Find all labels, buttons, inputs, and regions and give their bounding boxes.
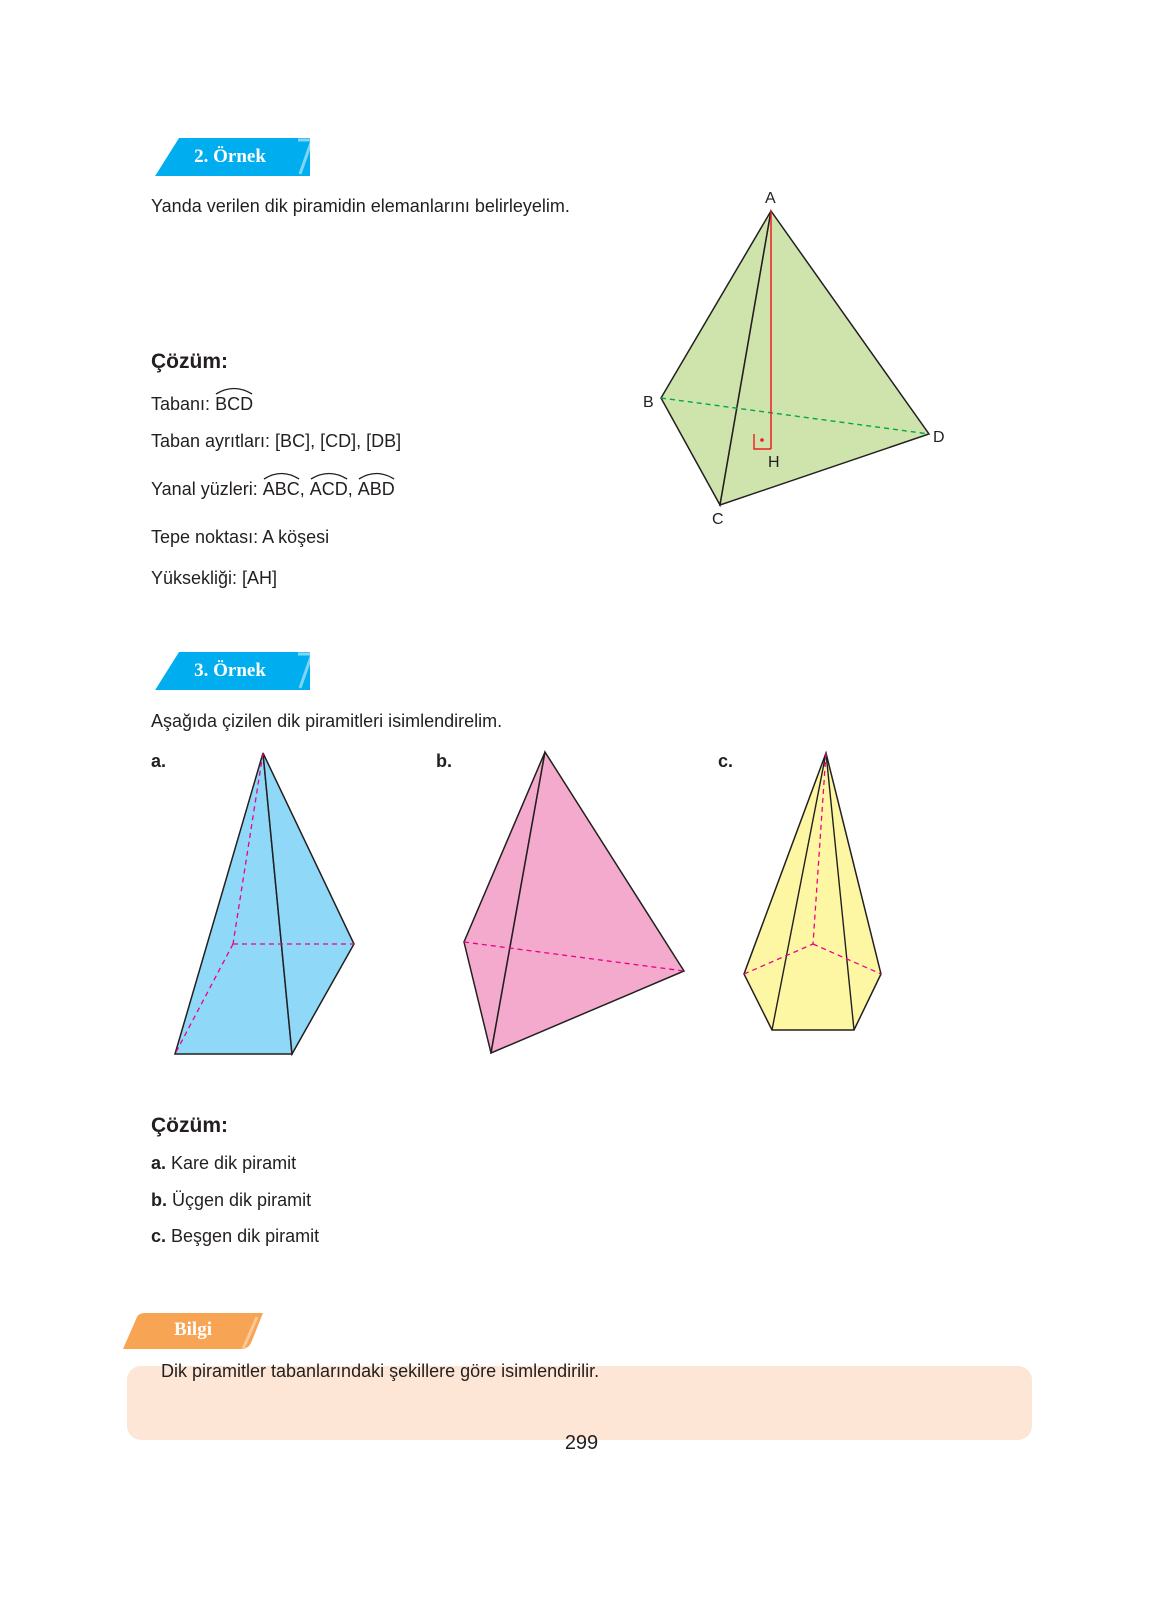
pentagonal-pyramid-figure	[735, 740, 895, 1040]
answer-marker: b.	[151, 1190, 167, 1210]
example-3-title: 3. Örnek	[194, 660, 266, 681]
vertex-d-label: D	[933, 429, 945, 446]
lateral-surface	[744, 753, 881, 1030]
answer-text: Kare dik piramit	[171, 1153, 297, 1173]
base-edges: Taban ayrıtları: [BC], [CD], [DB]	[151, 431, 402, 451]
answer-b	[151, 1190, 311, 1211]
info-tag	[123, 1313, 263, 1349]
height-line: Yüksekliği: [AH]	[151, 568, 278, 588]
answer-a	[151, 1153, 296, 1174]
vertex-a-label: A	[765, 190, 776, 207]
right-angle-dot	[760, 438, 764, 442]
arc-accent-icon	[263, 470, 300, 480]
tetrahedron-figure	[630, 180, 970, 540]
base-line	[151, 394, 253, 415]
example-2-title: 2. Örnek	[194, 146, 266, 167]
figure-b-label: b.	[436, 751, 452, 771]
figure-c-label: c.	[718, 751, 734, 771]
vertex-c-label: C	[712, 511, 724, 528]
arc-accent-icon	[358, 470, 395, 480]
example-2-tag	[150, 138, 310, 176]
example-2-solution-heading: Çözüm:	[151, 350, 228, 373]
right-face	[491, 752, 684, 1053]
page-number: 299	[564, 1432, 599, 1454]
lateral-face-acd: ACD	[310, 479, 348, 500]
vertex-h-label: H	[768, 454, 780, 471]
lateral-face-abd: ABD	[358, 479, 395, 500]
answer-marker: a.	[151, 1153, 167, 1173]
info-title: Bilgi	[173, 1319, 212, 1340]
example-3-prompt: Aşağıda çizilen dik piramitleri isimlendirelim.	[151, 711, 503, 731]
triangular-pyramid-figure	[455, 740, 695, 1065]
lateral-faces-line: Yanal yüzleri: ABC, ACD, ABD	[151, 479, 395, 500]
base-label: Tabanı:	[151, 394, 211, 414]
example-3-tag	[150, 652, 310, 690]
arc-accent-icon	[310, 470, 348, 480]
figure-a-label: a.	[151, 751, 167, 771]
apex-line: Tepe noktası: A köşesi	[151, 527, 330, 547]
example-3-solution-heading: Çözüm:	[151, 1114, 228, 1137]
answer-text: Üçgen dik piramit	[172, 1190, 312, 1210]
lateral-label: Yanal yüzleri:	[151, 479, 258, 499]
answer-marker: c.	[151, 1226, 167, 1246]
lateral-face-abc: ABC	[263, 479, 300, 500]
answer-c	[151, 1226, 319, 1247]
answer-text: Beşgen dik piramit	[171, 1226, 320, 1246]
info-text: Dik piramitler tabanlarındaki şekillere göre isimlendirilir.	[161, 1361, 600, 1381]
example-2-prompt: Yanda verilen dik piramidin elemanlarını belirleyelim.	[151, 196, 570, 216]
vertex-b-label: B	[643, 394, 654, 411]
square-pyramid-figure	[160, 740, 370, 1070]
base-value: BCD	[215, 394, 253, 415]
arc-accent-icon	[215, 385, 253, 395]
